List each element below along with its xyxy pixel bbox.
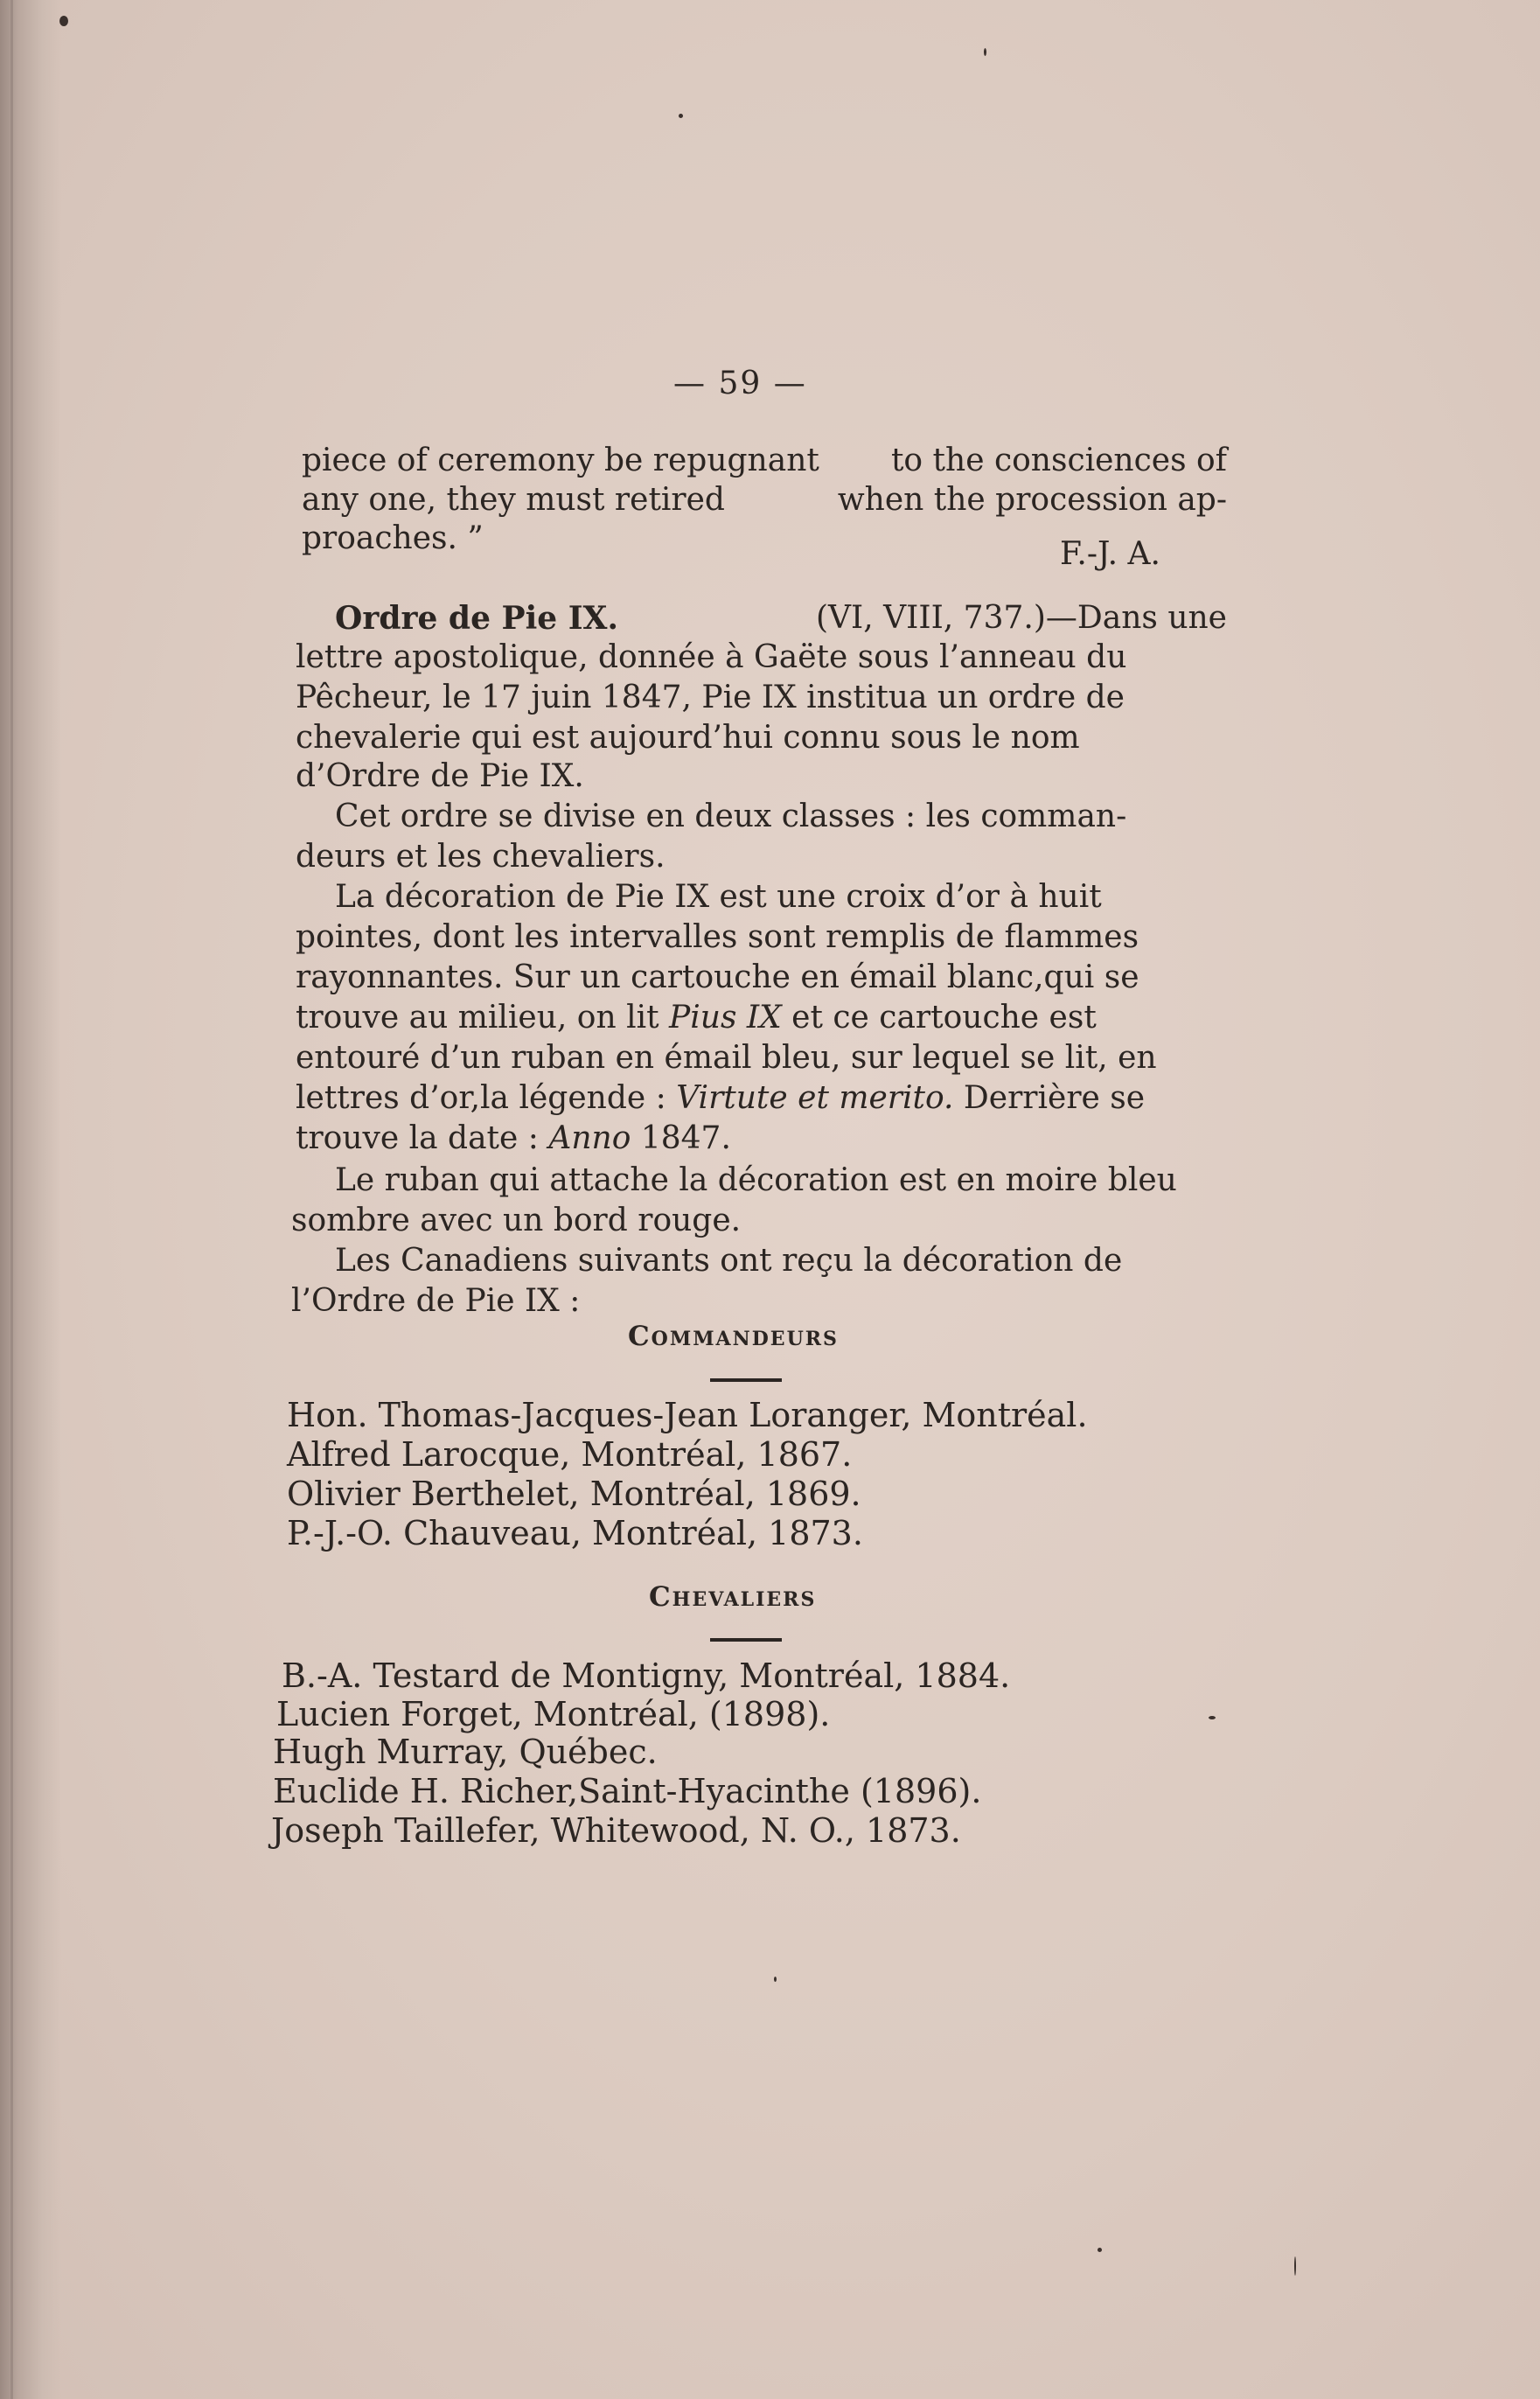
- text-line: pointes, dont les intervalles sont remplis de flammes: [296, 919, 1139, 955]
- text-line: Les Canadiens suivants ont reçu la décoration de: [335, 1243, 1123, 1279]
- text-line: Pêcheur, le 17 juin 1847, Pie IX institua un ordre de: [296, 680, 1125, 715]
- ink-speck: [774, 1977, 777, 1982]
- text-fragment-italic: Pius IX: [669, 1000, 782, 1036]
- text-line: Le ruban qui attache la décoration est en moire bleu: [335, 1162, 1177, 1198]
- list-item: Alfred Larocque, Montréal, 1867.: [287, 1435, 853, 1474]
- article-title-line: [335, 599, 1227, 638]
- text-line: rayonnantes. Sur un cartouche en émail blanc,qui se: [296, 959, 1139, 995]
- text-fragment: et ce cartouche est: [781, 1000, 1097, 1036]
- text-line: l’Ordre de Pie IX :: [291, 1283, 581, 1319]
- section-heading-commandeurs: Commandeurs: [628, 1321, 839, 1352]
- article-title: Ordre de Pie IX.: [335, 600, 618, 637]
- page-gutter-shadow: [0, 0, 61, 2399]
- ink-speck: [1209, 1716, 1216, 1719]
- text-fragment: 1847.: [631, 1120, 731, 1156]
- list-item: Lucien Forget, Montréal, (1898).: [276, 1695, 831, 1733]
- text-fragment: when the procession ap-: [837, 482, 1227, 518]
- ink-speck: [1294, 2256, 1296, 2276]
- page-binding-edge: [10, 0, 13, 2399]
- text-line: [302, 442, 1227, 480]
- text-line: [296, 1119, 731, 1158]
- text-line: [296, 638, 1227, 677]
- text-line: proaches. ”: [302, 520, 484, 556]
- list-item: Hugh Murray, Québec.: [273, 1733, 658, 1771]
- ink-speck: [984, 48, 986, 56]
- article-reference: (VI, VIII, 737.)—Dans une: [815, 600, 1227, 636]
- signature: F.-J. A.: [1060, 536, 1160, 572]
- ink-speck: [1098, 2248, 1102, 2252]
- text-fragment: Derrière se: [953, 1080, 1146, 1116]
- section-rule: [710, 1378, 782, 1382]
- text-fragment: to the consciences of: [890, 443, 1227, 478]
- text-fragment: trouve la date :: [296, 1120, 549, 1156]
- ink-speck: [679, 114, 683, 118]
- list-item: Hon. Thomas-Jacques-Jean Loranger, Montréal.: [287, 1396, 1088, 1434]
- text-fragment-italic: Anno: [548, 1120, 631, 1156]
- text-line: La décoration de Pie IX est une croix d’or à huit: [335, 879, 1102, 915]
- text-fragment: piece of ceremony be repugnant: [302, 443, 819, 478]
- list-item: Olivier Berthelet, Montréal, 1869.: [287, 1475, 861, 1513]
- text-line: sombre avec un bord rouge.: [291, 1203, 742, 1238]
- page-number: — 59 —: [673, 366, 807, 401]
- text-line: [296, 1079, 1145, 1118]
- section-rule: [710, 1638, 782, 1642]
- list-item: P.-J.-O. Chauveau, Montréal, 1873.: [287, 1514, 863, 1552]
- ink-speck: [59, 16, 68, 26]
- text-line: entouré d’un ruban en émail bleu, sur lequel se lit, en: [296, 1040, 1157, 1076]
- list-item: B.-A. Testard de Montigny, Montréal, 1884.: [282, 1656, 1011, 1695]
- text-fragment: trouve au milieu, on lit: [296, 1000, 670, 1036]
- text-fragment: lettre apostolique, donnée à Gaëte sous l’anneau du: [296, 639, 1127, 675]
- text-line: [302, 481, 1227, 520]
- list-item: Joseph Taillefer, Whitewood, N. O., 1873.: [271, 1811, 961, 1850]
- text-line: Cet ordre se divise en deux classes : les comman-: [335, 799, 1127, 834]
- text-line: deurs et les chevaliers.: [296, 839, 665, 875]
- list-item: Euclide H. Richer,Saint-Hyacinthe (1896).: [273, 1772, 982, 1810]
- text-line: d’Ordre de Pie IX.: [296, 758, 584, 794]
- section-heading-chevaliers: Chevaliers: [649, 1581, 817, 1613]
- text-line: [296, 999, 1097, 1037]
- text-line: chevalerie qui est aujourd’hui connu sous le nom: [296, 720, 1080, 756]
- text-fragment: lettres d’or,la légende :: [296, 1080, 677, 1116]
- text-fragment: any one, they must retired: [302, 482, 725, 518]
- text-fragment-italic: Virtute et merito.: [676, 1080, 954, 1116]
